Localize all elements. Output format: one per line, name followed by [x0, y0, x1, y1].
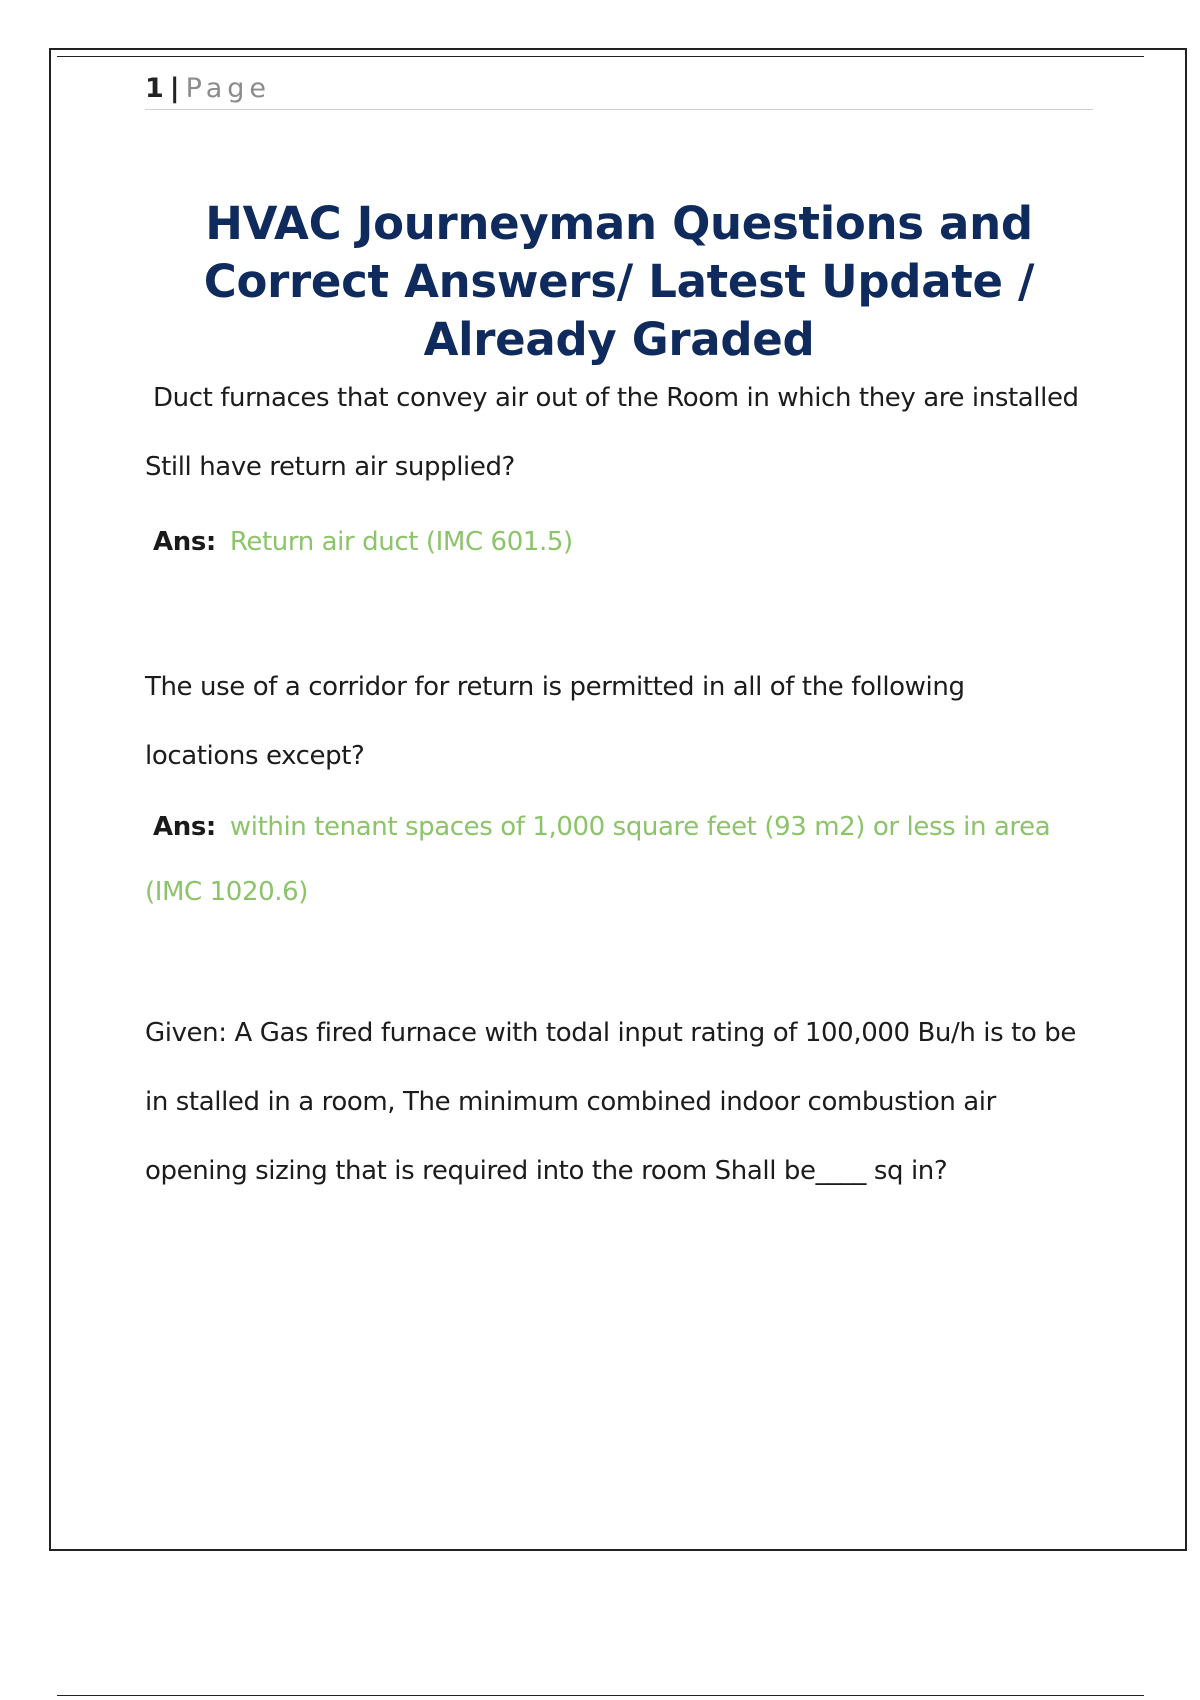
answer-2-text-line2: (IMC 1020.6): [145, 877, 308, 907]
question-3-text: Given: A Gas fired furnace with todal input rating of 100,000 Bu/h is to be in stalled in a room, The minimum combined indoor combustion air opening sizing that is required into the room Shall be____ sq in?: [145, 1018, 1076, 1186]
page-border-top-rule: [57, 56, 1144, 57]
question-1-text: Duct furnaces that convey air out of the Room in which they are installed Still have return air supplied?: [145, 383, 1079, 482]
page-separator: |: [169, 73, 180, 104]
answer-1-label: Ans:: [153, 527, 216, 557]
page-label: Page: [185, 73, 272, 104]
question-list: [145, 364, 1085, 1206]
page-bottom-rule: [57, 1695, 1144, 1696]
page-header: [145, 72, 1093, 110]
answer-2-text-line1: within tenant spaces of 1,000 square feet (93 m2) or less in area: [229, 812, 1051, 842]
page-number: 1: [145, 73, 164, 104]
answer-1: [145, 510, 1085, 575]
answer-2: [145, 795, 1085, 860]
answer-1-text: Return air duct (IMC 601.5): [229, 527, 573, 557]
answer-2-label: Ans:: [153, 812, 216, 842]
document-title: HVAC Journeyman Questions and Correct Answers/ Latest Update / Already Graded: [203, 197, 1035, 366]
question-2-text: The use of a corridor for return is permitted in all of the following locations except?: [145, 672, 965, 771]
